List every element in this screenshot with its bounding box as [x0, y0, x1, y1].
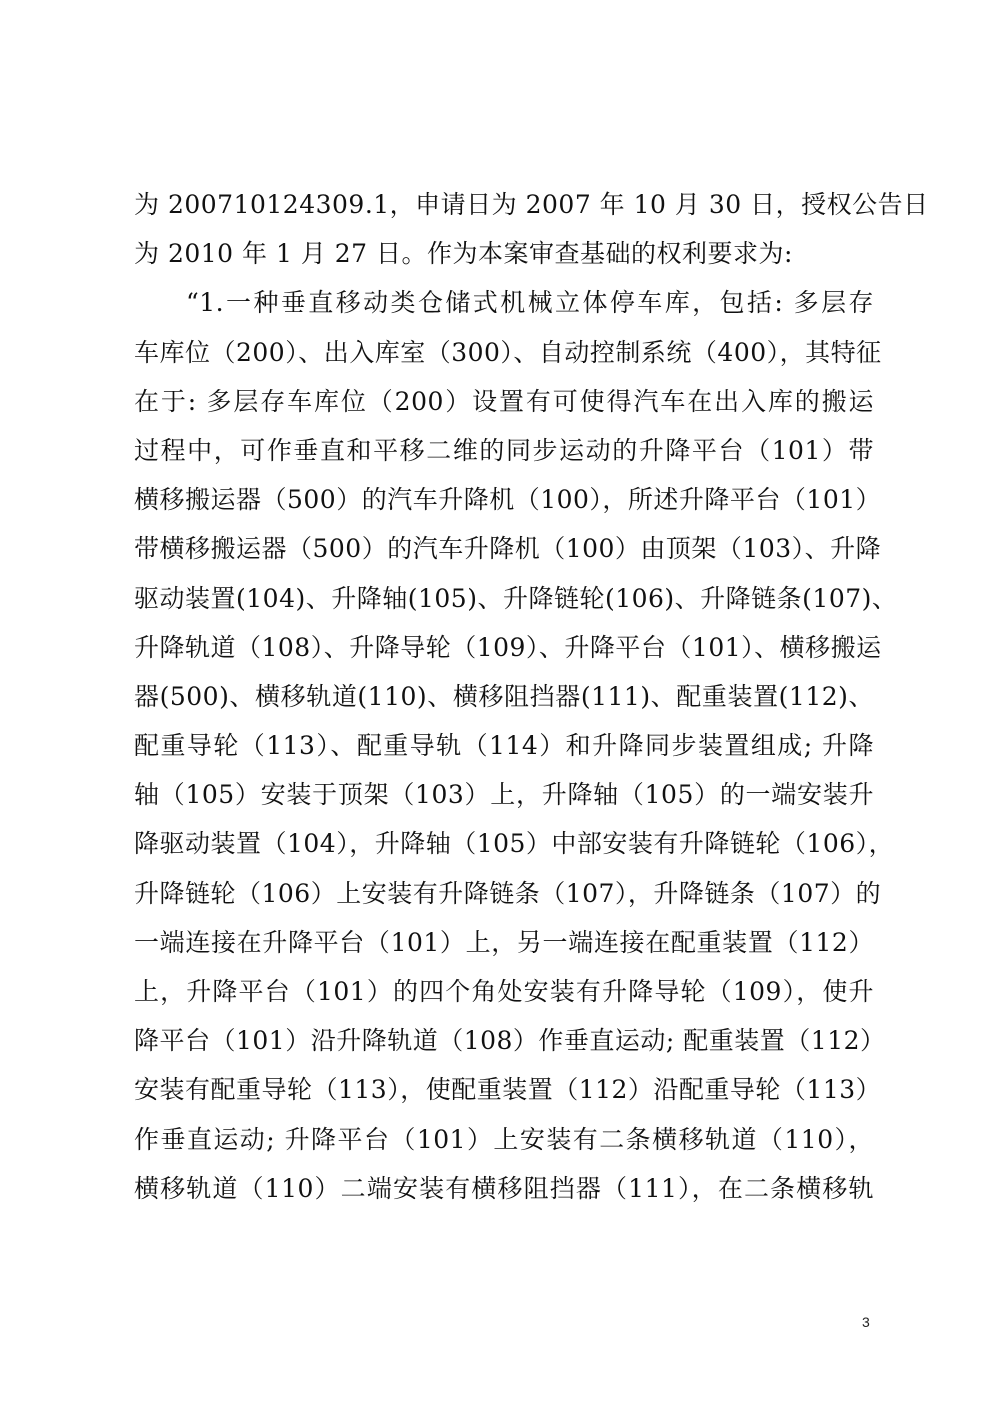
- text-line: 配重导轮（113）、配重导轨（114）和升降同步装置组成; 升降: [134, 731, 874, 761]
- text-line: 升降轨道（108）、升降导轮（109）、升降平台（101）、横移搬运: [134, 632, 882, 662]
- text-line: 为 2010 年 1 月 27 日。作为本案审查基础的权利要求为:: [134, 239, 793, 269]
- text-line: 轴（105）安装于顶架（103）上，升降轴（105）的一端安装升: [134, 780, 874, 810]
- text-line: 过程中，可作垂直和平移二维的同步运动的升降平台（101）带: [134, 435, 874, 465]
- text-line: 车库位（200）、出入库室（300）、自动控制系统（400），其特征: [134, 337, 882, 367]
- text-line: 降平台（101）沿升降轨道（108）作垂直运动; 配重装置（112）: [134, 1026, 886, 1056]
- text-line: 横移搬运器（500）的汽车升降机（100），所述升降平台（101）: [134, 485, 882, 515]
- page-number: 3: [862, 1314, 870, 1330]
- text-line: 升降链轮（106）上安装有升降链条（107），升降链条（107）的: [134, 878, 882, 908]
- text-line: 带横移搬运器（500）的汽车升降机（100）由顶架（103）、升降: [134, 534, 882, 564]
- text-line: 作垂直运动; 升降平台（101）上安装有二条横移轨道（110），: [134, 1124, 874, 1154]
- text-line: 为 200710124309.1，申请日为 2007 年 10 月 30 日，授权公告日: [134, 190, 929, 219]
- text-line: 一端连接在升降平台（101）上，另一端连接在配重装置（112）: [134, 927, 874, 957]
- text-line: 上，升降平台（101）的四个角处安装有升降导轮（109），使升: [134, 977, 874, 1006]
- text-line: “1.一种垂直移动类仓储式机械立体停车库，包括: 多层存: [186, 288, 874, 318]
- body-text: [134, 180, 929, 1213]
- text-line: 横移轨道（110）二端安装有横移阻挡器（111），在二条横移轨: [134, 1173, 874, 1203]
- text-line: 器(500)、横移轨道(110)、横移阻挡器(111)、配重装置(112)、: [134, 681, 874, 711]
- text-line: 驱动装置(104)、升降轴(105)、升降链轮(106)、升降链条(107)、: [134, 583, 898, 613]
- text-line: 在于: 多层存车库位（200）设置有可使得汽车在出入库的搬运: [134, 386, 874, 416]
- text-line: 安装有配重导轮（113），使配重装置（112）沿配重导轮（113）: [134, 1075, 882, 1105]
- text-line: 降驱动装置（104），升降轴（105）中部安装有升降链轮（106），: [134, 829, 895, 859]
